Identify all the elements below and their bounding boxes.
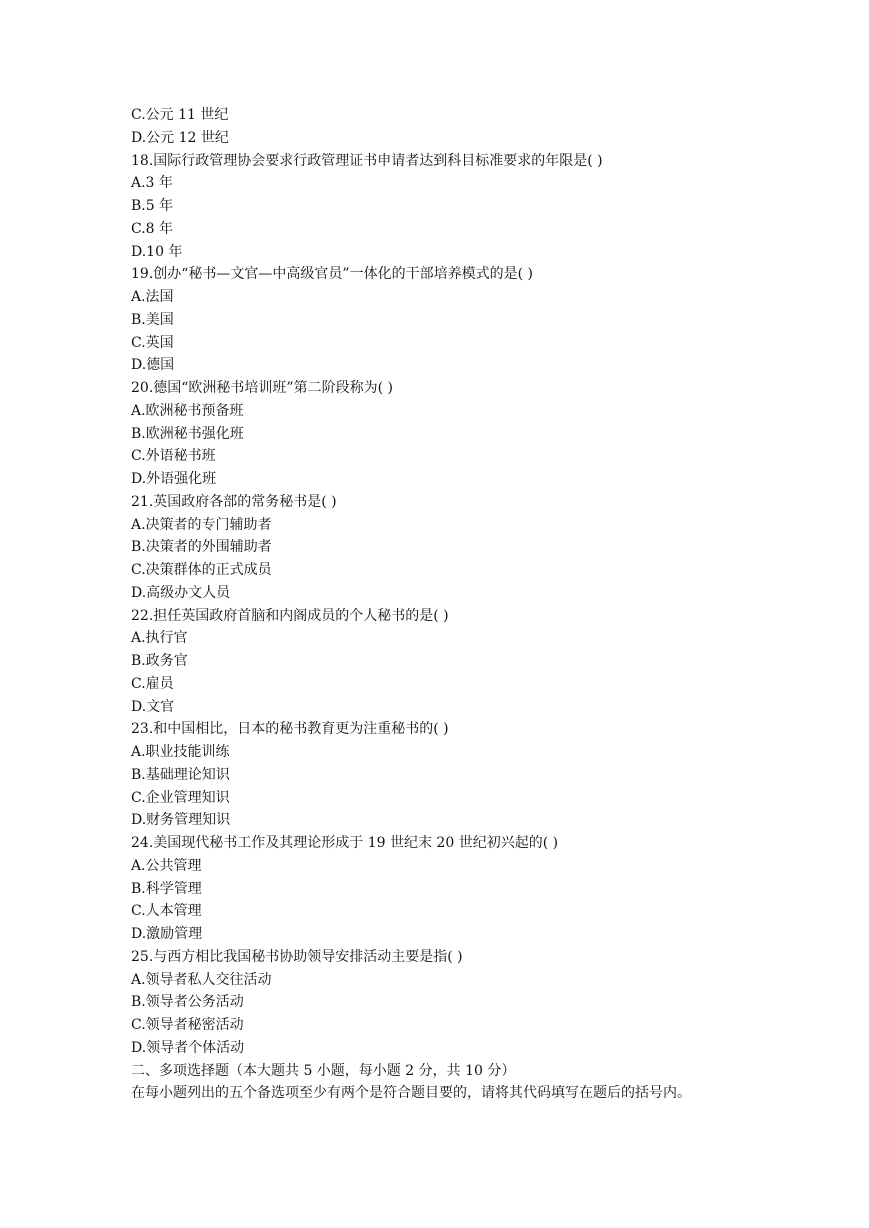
option-d-q21: D.高级办文人员 bbox=[131, 584, 231, 601]
option-c-q20: C.外语秘书班 bbox=[131, 448, 216, 465]
option-c-q25: C.领导者秘密活动 bbox=[131, 1017, 244, 1033]
section-heading-multiple-choice: 二、多项选择题（本大题共 5 小题，每小题 2 分，共 10 分） bbox=[131, 1062, 516, 1079]
option-b-q22: B.政务官 bbox=[131, 653, 188, 669]
question-23: 23.和中国相比，日本的秘书教育更为注重秘书的( ) bbox=[131, 721, 449, 738]
option-c-q19: C.英国 bbox=[131, 334, 174, 351]
option-d-q17: D.公元 12 世纪 bbox=[131, 129, 229, 146]
option-c-q22: C.雇员 bbox=[131, 675, 174, 692]
option-c-q24: C.人本管理 bbox=[131, 903, 202, 920]
section-instructions: 在每小题列出的五个备选项至少有两个是符合题目要的，请将其代码填写在题后的括号内。 bbox=[131, 1085, 691, 1102]
option-b-q21: B.决策者的外围辅助者 bbox=[131, 539, 272, 556]
option-d-q20: D.外语强化班 bbox=[131, 471, 217, 487]
option-d-q19: D.德国 bbox=[131, 357, 175, 374]
option-b-q19: B.美国 bbox=[131, 311, 174, 328]
option-d-q24: D.激励管理 bbox=[131, 926, 203, 942]
question-18: 18.国际行政管理协会要求行政管理证书申请者达到科目标准要求的年限是( ) bbox=[131, 152, 603, 169]
question-21: 21.英国政府各部的常务秘书是( ) bbox=[131, 493, 337, 510]
option-a-q24: A.公共管理 bbox=[131, 857, 202, 874]
option-a-q23: A.职业技能训练 bbox=[131, 744, 230, 760]
document-page bbox=[131, 104, 831, 1105]
option-c-q18: C.8 年 bbox=[131, 220, 174, 237]
option-b-q23: B.基础理论知识 bbox=[131, 766, 230, 783]
option-d-q23: D.财务管理知识 bbox=[131, 812, 231, 829]
option-b-q18: B.5 年 bbox=[131, 198, 174, 214]
option-d-q25: D.领导者个体活动 bbox=[131, 1039, 245, 1056]
option-b-q24: B.科学管理 bbox=[131, 880, 202, 897]
option-a-q25: A.领导者私人交往活动 bbox=[131, 971, 272, 988]
option-c-q17: C.公元 11 世纪 bbox=[131, 107, 229, 123]
question-24: 24.美国现代秘书工作及其理论形成于 19 世纪末 20 世纪初兴起的( ) bbox=[131, 835, 559, 851]
option-c-q23: C.企业管理知识 bbox=[131, 789, 230, 806]
option-a-q18: A.3 年 bbox=[131, 175, 173, 192]
question-20: 20.德国“欧洲秘书培训班”第二阶段称为( ) bbox=[131, 380, 393, 396]
question-19: 19.创办“秘书—文官—中高级官员”一体化的干部培养模式的是( ) bbox=[131, 266, 533, 283]
option-d-q22: D.文官 bbox=[131, 698, 175, 715]
option-c-q21: C.决策群体的正式成员 bbox=[131, 562, 272, 578]
option-a-q21: A.决策者的专门辅助者 bbox=[131, 516, 272, 533]
option-b-q25: B.领导者公务活动 bbox=[131, 994, 244, 1011]
option-a-q22: A.执行官 bbox=[131, 630, 188, 647]
option-b-q20: B.欧洲秘书强化班 bbox=[131, 425, 244, 442]
option-d-q18: D.10 年 bbox=[131, 243, 183, 260]
option-a-q19: A.法国 bbox=[131, 289, 174, 305]
option-a-q20: A.欧洲秘书预备班 bbox=[131, 402, 244, 419]
question-22: 22.担任英国政府首脑和内阁成员的个人秘书的是( ) bbox=[131, 607, 449, 624]
question-25: 25.与西方相比我国秘书协助领导安排活动主要是指( ) bbox=[131, 948, 463, 965]
